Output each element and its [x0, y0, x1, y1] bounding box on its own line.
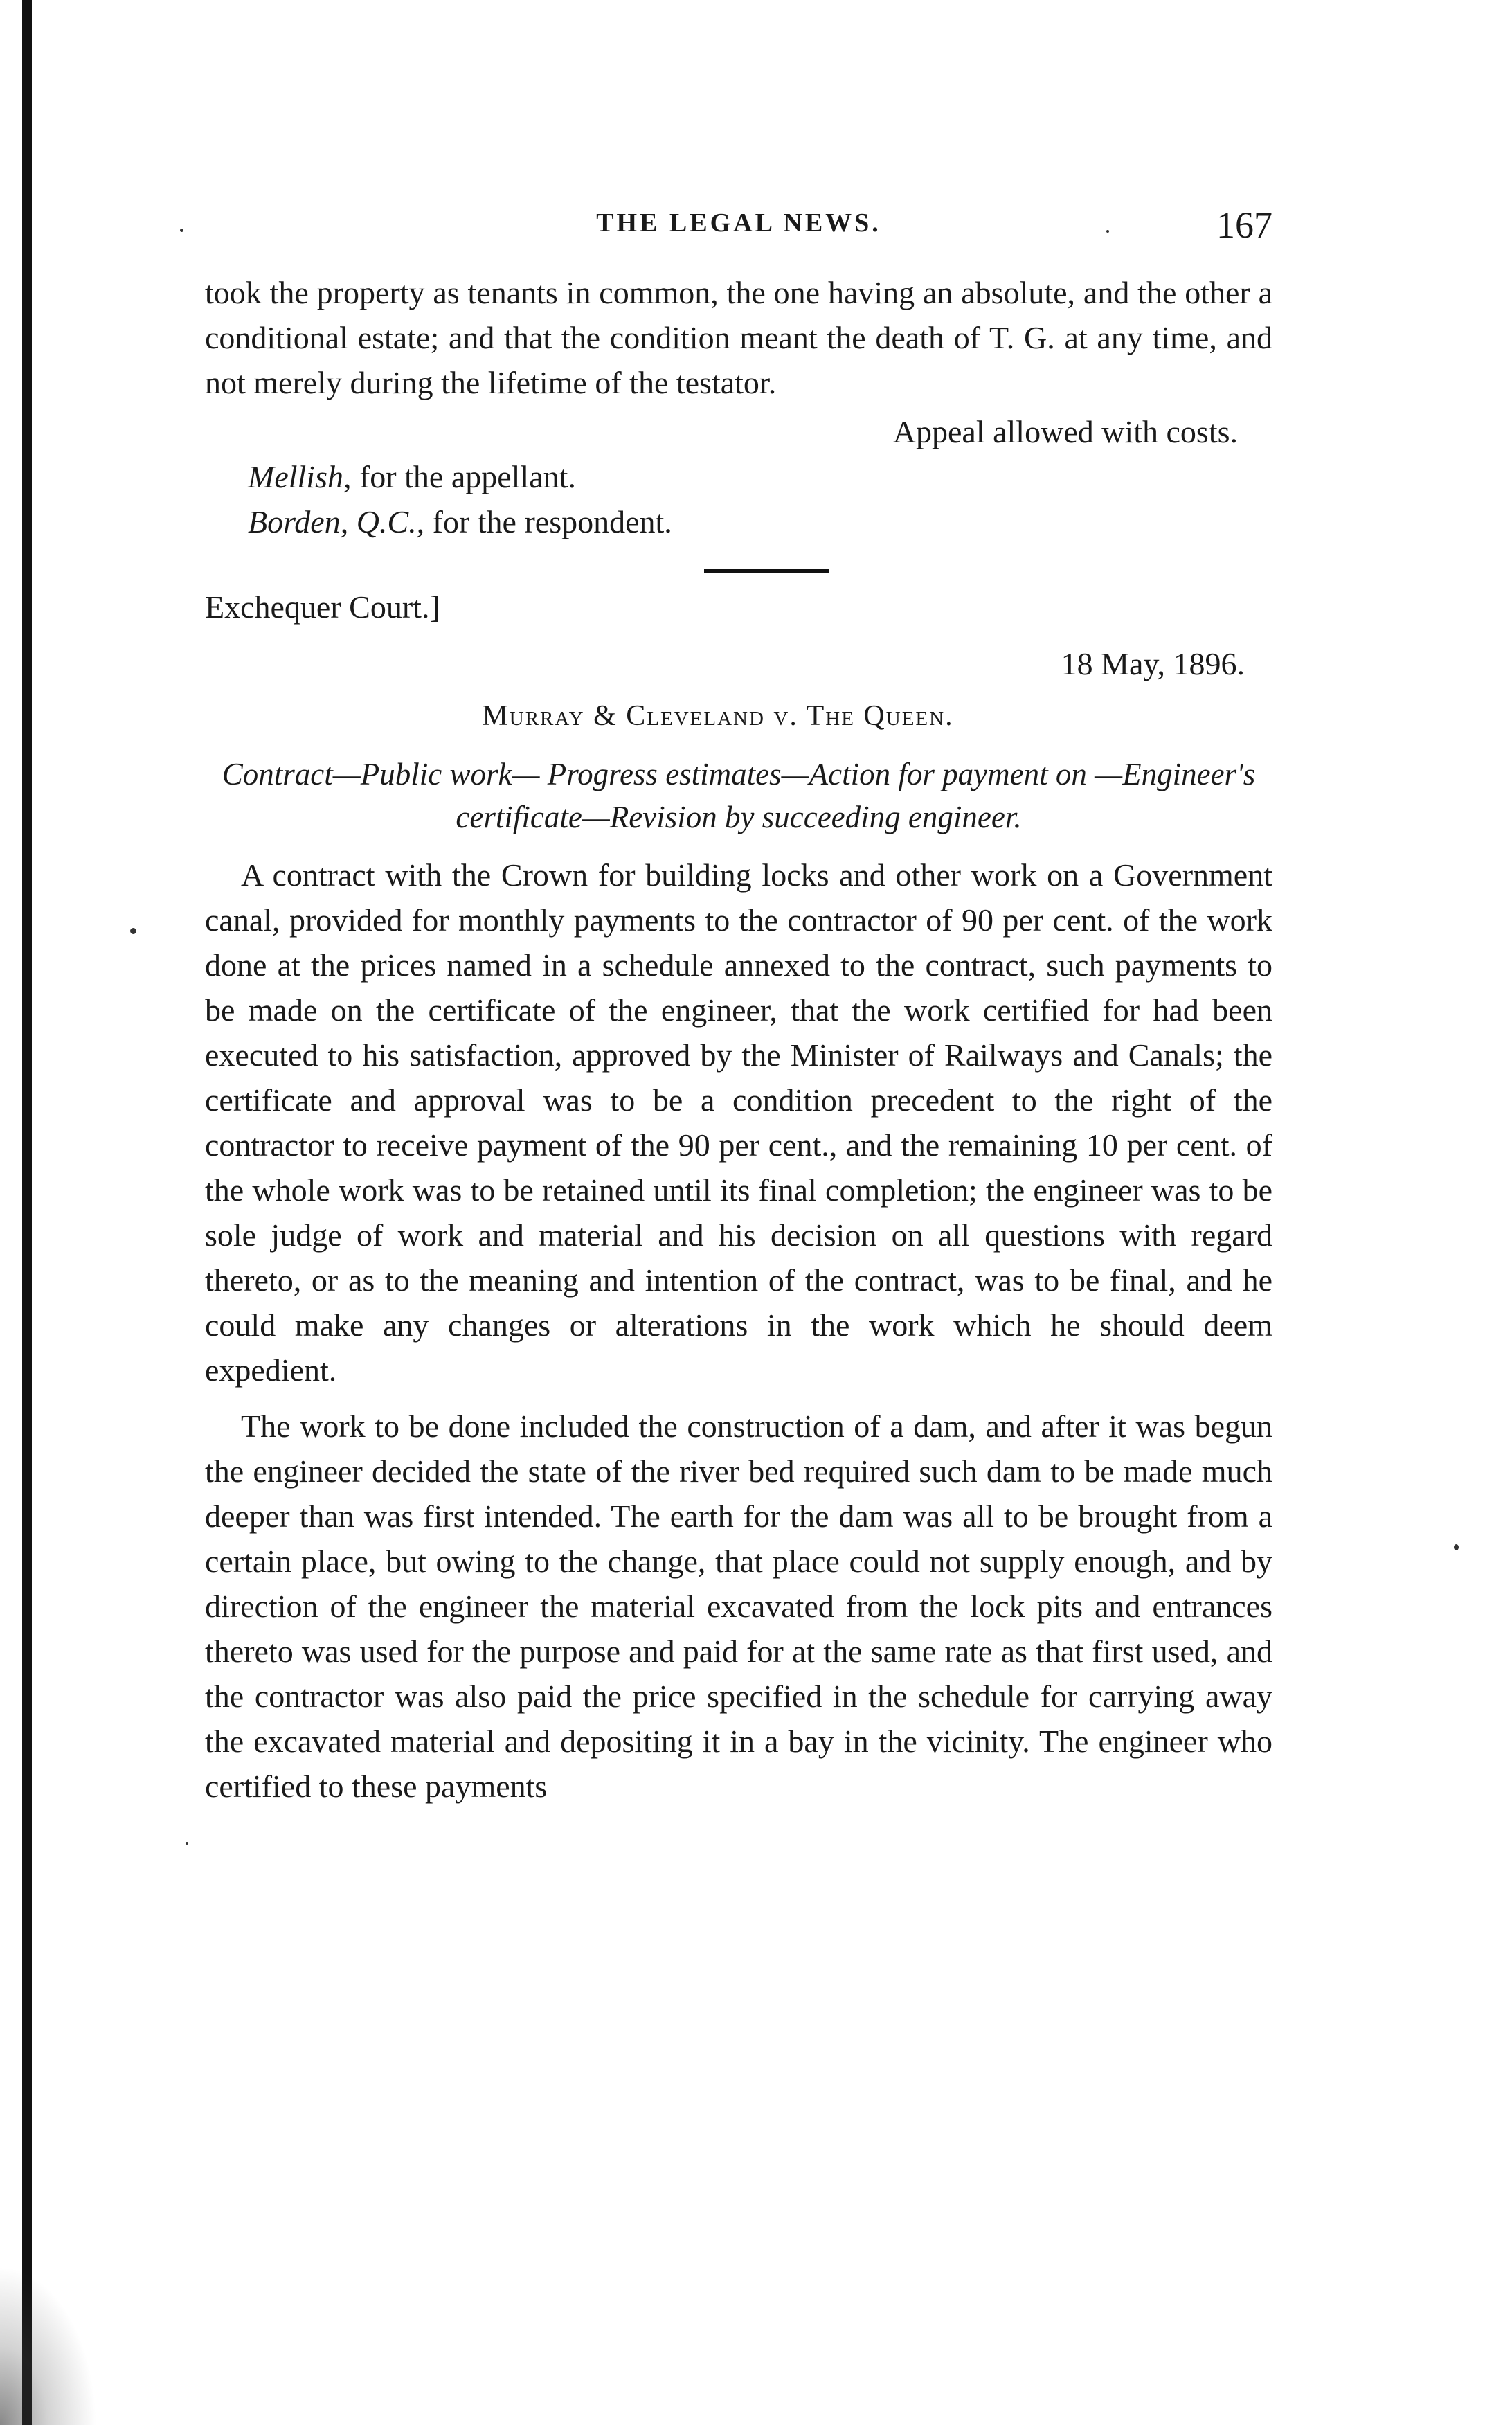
scan-speck [1454, 1544, 1459, 1550]
headnote: Contract—Public work— Progress estimates—Action for payment on —Engineer's certificate—Revision by succeeding engineer. [222, 757, 1256, 834]
page-edge-rule [22, 0, 32, 2425]
page-body [205, 194, 1272, 1809]
scan-smudge [0, 2266, 97, 2425]
counsel-role: for the appellant. [359, 459, 576, 494]
scan-speck [186, 1842, 188, 1845]
scan-speck [180, 229, 183, 232]
running-header [205, 194, 1272, 270]
case-title: Murray & Cleveland v. The Queen. [482, 700, 954, 732]
counsel-name: Borden, Q.C., [248, 504, 425, 539]
court-name: Exchequer Court.] [205, 589, 440, 625]
scan-speck [130, 928, 136, 934]
section-divider [704, 569, 829, 573]
counsel-role: for the respondent. [432, 504, 672, 539]
page-number: 167 [1216, 204, 1272, 246]
body-paragraph: A contract with the Crown for building locks and other work on a Government canal, provided for monthly payments to the contractor of 90 per cent. of the work done at the prices named in a schedule annexed to the contract, such payments to be made on the certificate of the engineer, that the work certified for had been executed to his satisfaction, approved by the Minister of Railways and Canals; the certificate and approval was to be a condition precedent to the right of the contractor to receive payment of the 90 per cent., and the remaining 10 per cent. of the whole work was to be retained until its final completion; the engineer was to be sole judge of work and material and his decision on all questions with regard thereto, or as to the meaning and intention of the contract, was to be final, and he could make any changes or alterations in the work which he should deem expedient. [205, 857, 1272, 1388]
counsel-line [205, 499, 1272, 544]
body-paragraph: The work to be done included the construction of a dam, and after it was begun the engineer decided the state of the river bed required such dam to be made much deeper than was first intended. The earth for the dam was all to be brought from a certain place, but owing to the change, that place could not supply enough, and by direction of the engineer the material excavated from the lock pits and entrances thereto was used for the purpose and paid for at the same rate as that first used, and the contractor was also paid the price specified in the schedule for carrying away the excavated material and depositing it in a bay in the vicinity. The engineer who certified to these payments [205, 1408, 1272, 1804]
counsel-name: Mellish, [248, 459, 352, 494]
decision-date: 18 May, 1896. [1061, 646, 1245, 681]
prior-case-conclusion: took the property as tenants in common, the one having an absolute, and the other a conditional estate; and that the condition meant the death of T. G. at any time, and not merely during the lifetime of the testator. [205, 275, 1272, 400]
counsel-line [205, 454, 1272, 499]
running-title: THE LEGAL NEWS. [596, 208, 881, 238]
disposition: Appeal allowed with costs. [892, 414, 1238, 449]
